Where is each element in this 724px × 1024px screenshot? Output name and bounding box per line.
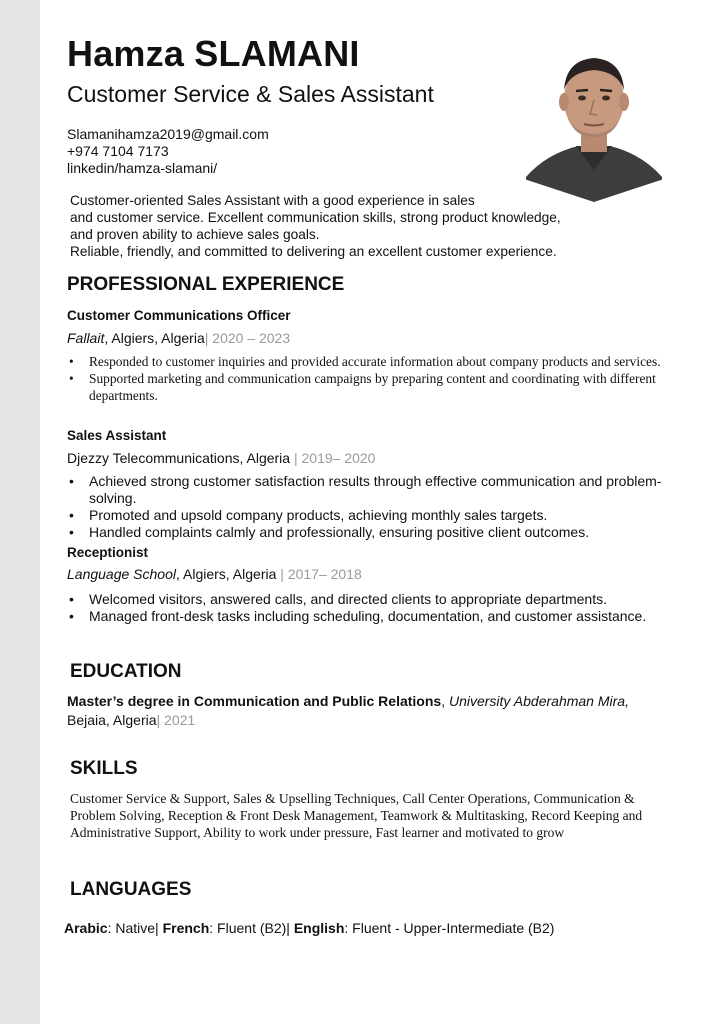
job-meta (67, 450, 375, 467)
job-company: Djezzy Telecommunications (67, 450, 240, 466)
job-meta (67, 330, 290, 347)
list-item: • Welcomed visitors, answered calls, and directed clients to appropriate departments. (67, 591, 667, 608)
job-title: Customer Communications Officer (67, 308, 291, 323)
job-dates: | 2019– 2020 (293, 450, 376, 466)
job-location: , Algiers, Algeria (104, 330, 205, 346)
language-level: : Native| (107, 920, 163, 936)
languages-section-title: LANGUAGES (70, 879, 192, 900)
list-item: • Handled complaints calmly and professionally, ensuring positive client outcomes. (67, 524, 667, 541)
education-location: Bejaia, Algeria (67, 712, 157, 728)
list-item: • Responded to customer inquiries and provided accurate information about company products and services. (67, 353, 667, 370)
skills-section-title: SKILLS (70, 758, 138, 779)
language-name: English (293, 920, 345, 936)
candidate-name: Hamza SLAMANI (67, 33, 360, 74)
job-company: Fallait (67, 330, 105, 346)
language-name: French (162, 920, 210, 936)
job-meta (67, 566, 362, 583)
resume-page (40, 0, 724, 1024)
experience-section-title: PROFESSIONAL EXPERIENCE (67, 274, 345, 295)
job-location: , Algiers, Algeria (176, 566, 281, 582)
list-item: • Managed front-desk tasks including scheduling, documentation, and customer assistance. (67, 608, 667, 625)
profile-summary: Customer-oriented Sales Assistant with a good experience in sales and customer service. Excellent communication skills, strong product knowledge, and proven ability to achieve sales goals. Reliable, friendly, and committed to delivering an excellent customer experience. (70, 193, 561, 259)
education-school: University Abderahman Mira, (448, 693, 629, 709)
job-title: Sales Assistant (67, 428, 167, 443)
candidate-role: Customer Service & Sales Assistant (67, 81, 434, 107)
list-item: • Promoted and upsold company products, achieving monthly sales targets. (67, 507, 667, 524)
contact-phone[interactable]: +974 7104 7173 (67, 143, 169, 159)
job-bullets (67, 591, 667, 625)
language-level: : Fluent - Upper-Intermediate (B2) (344, 920, 555, 936)
job-dates: | 2020 – 2023 (204, 330, 291, 346)
list-item: • Supported marketing and communication campaigns by preparing content and coordinating with different departments. (67, 370, 667, 404)
education-degree: Master’s degree in Communication and Public Relations (67, 693, 442, 709)
education-separator: , (441, 693, 449, 709)
job-bullets (67, 473, 667, 541)
contact-email[interactable]: Slamanihamza2019@gmail.com (67, 126, 269, 142)
education-entry (67, 692, 667, 730)
job-company: Language School (67, 566, 176, 582)
profile-photo (526, 42, 662, 202)
left-margin-bar (0, 0, 40, 1024)
job-bullets (67, 353, 667, 404)
language-name: Arabic (64, 920, 108, 936)
job-dates: | 2017– 2018 (280, 566, 362, 582)
languages-list (64, 920, 554, 937)
job-location: , Algeria (239, 450, 294, 466)
list-item: • Achieved strong customer satisfaction results through effective communication and problem-solving. (67, 473, 667, 507)
education-date: | 2021 (156, 712, 196, 728)
language-level: : Fluent (B2)| (209, 920, 294, 936)
job-title: Receptionist (67, 545, 149, 560)
skills-text: Customer Service & Support, Sales & Upselling Techniques, Call Center Operations, Communication & Problem Solving, Reception & Front Desk Management, Teamwork & Multitasking, Record Keeping and Administrative Support, Ability to work under pressure, Fast learner and motivated to grow (70, 791, 643, 840)
education-section-title: EDUCATION (70, 661, 182, 682)
contact-linkedin[interactable]: linkedin/hamza-slamani/ (67, 160, 218, 176)
